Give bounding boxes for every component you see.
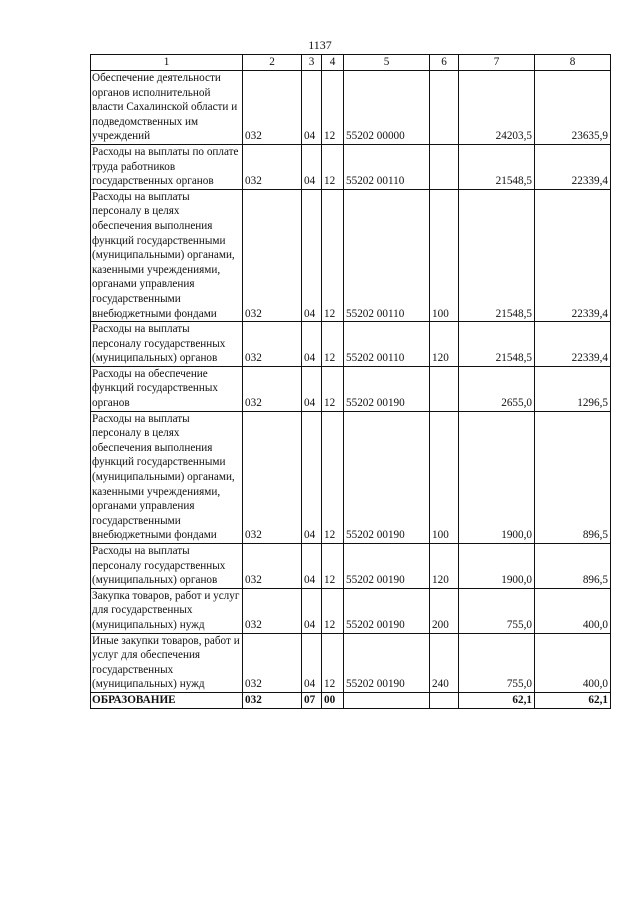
cell-amount-2019: 22339,4 <box>535 144 611 189</box>
cell-subsection: 12 <box>322 411 344 543</box>
cell-expense-type: 200 <box>430 588 459 633</box>
cell-expense-type <box>430 692 459 708</box>
table-row <box>91 633 611 692</box>
cell-target-article: 55202 00000 <box>344 71 430 145</box>
cell-amount-2018: 62,1 <box>459 692 535 708</box>
cell-amount-2019: 22339,4 <box>535 322 611 367</box>
cell-section: 04 <box>302 189 322 321</box>
cell-amount-2019: 400,0 <box>535 633 611 692</box>
table-row <box>91 144 611 189</box>
cell-chapter-code: 032 <box>243 544 302 589</box>
cell-amount-2019: 896,5 <box>535 544 611 589</box>
cell-expense-type: 120 <box>430 322 459 367</box>
table-row <box>91 366 611 411</box>
cell-name <box>91 322 243 367</box>
budget-table <box>90 54 611 709</box>
cell-amount-2018: 755,0 <box>459 633 535 692</box>
cell-amount-2018: 2655,0 <box>459 366 535 411</box>
cell-expense-type <box>430 366 459 411</box>
column-header: 3 <box>302 55 322 71</box>
row-name-text: Расходы на выплаты персоналу в целях обеспечения выполнения функций государственными (муниципальными) органами, казенными учреждениями, органами управления государственными внебюджетными фондами <box>92 412 235 542</box>
row-name-text: Обеспечение деятельности органов исполнительной власти Сахалинской области и подведомственных им учреждений <box>92 72 238 143</box>
page-number: 1137 <box>308 38 332 52</box>
table-row <box>91 692 611 708</box>
table-row <box>91 189 611 321</box>
cell-subsection: 12 <box>322 189 344 321</box>
cell-chapter-code: 032 <box>243 144 302 189</box>
cell-section: 04 <box>302 544 322 589</box>
row-name-text: Иные закупки товаров, работ и услуг для обеспечения государственных (муниципальных) нужд <box>92 634 240 691</box>
cell-section: 04 <box>302 411 322 543</box>
cell-target-article: 55202 00110 <box>344 322 430 367</box>
cell-chapter-code: 032 <box>243 633 302 692</box>
cell-target-article: 55202 00110 <box>344 189 430 321</box>
cell-name <box>91 71 243 145</box>
cell-target-article: 55202 00190 <box>344 544 430 589</box>
cell-chapter-code: 032 <box>243 692 302 708</box>
table-row <box>91 588 611 633</box>
cell-amount-2019: 400,0 <box>535 588 611 633</box>
cell-name <box>91 189 243 321</box>
cell-amount-2018: 21548,5 <box>459 144 535 189</box>
column-header: 7 <box>459 55 535 71</box>
cell-section: 04 <box>302 633 322 692</box>
cell-amount-2019: 1296,5 <box>535 366 611 411</box>
cell-target-article: 55202 00190 <box>344 411 430 543</box>
cell-section: 04 <box>302 144 322 189</box>
cell-subsection: 12 <box>322 588 344 633</box>
cell-name <box>91 366 243 411</box>
column-header: 2 <box>243 55 302 71</box>
table-row <box>91 411 611 543</box>
cell-name <box>91 544 243 589</box>
row-name-text: ОБРАЗОВАНИЕ <box>92 693 176 706</box>
cell-amount-2019: 896,5 <box>535 411 611 543</box>
cell-expense-type <box>430 144 459 189</box>
cell-name <box>91 144 243 189</box>
row-name-text: Расходы на выплаты персоналу государственных (муниципальных) органов <box>92 323 226 365</box>
cell-expense-type: 100 <box>430 411 459 543</box>
cell-section: 04 <box>302 322 322 367</box>
cell-name <box>91 633 243 692</box>
table-row <box>91 322 611 367</box>
cell-target-article: 55202 00190 <box>344 588 430 633</box>
cell-amount-2018: 1900,0 <box>459 411 535 543</box>
cell-subsection: 12 <box>322 366 344 411</box>
header-row <box>91 55 611 71</box>
column-header: 4 <box>322 55 344 71</box>
table-row <box>91 544 611 589</box>
cell-expense-type <box>430 71 459 145</box>
column-header: 1 <box>91 55 243 71</box>
cell-subsection: 12 <box>322 633 344 692</box>
row-name-text: Закупка товаров, работ и услуг для государственных (муниципальных) нужд <box>92 589 240 631</box>
cell-section: 07 <box>302 692 322 708</box>
cell-target-article: 55202 00190 <box>344 633 430 692</box>
cell-chapter-code: 032 <box>243 588 302 633</box>
cell-subsection: 12 <box>322 322 344 367</box>
cell-expense-type: 100 <box>430 189 459 321</box>
cell-name <box>91 588 243 633</box>
cell-section: 04 <box>302 71 322 145</box>
row-name-text: Расходы на выплаты персоналу государственных (муниципальных) органов <box>92 545 226 587</box>
cell-subsection: 00 <box>322 692 344 708</box>
row-name-text: Расходы на выплаты по оплате труда работников государственных органов <box>92 145 239 188</box>
row-name-text: Расходы на выплаты персоналу в целях обеспечения выполнения функций государственными (муниципальными) органами, казенными учреждениями, органами управления государственными внебюджетными фондами <box>92 190 235 320</box>
cell-amount-2018: 21548,5 <box>459 322 535 367</box>
cell-amount-2019: 23635,9 <box>535 71 611 145</box>
cell-amount-2018: 1900,0 <box>459 544 535 589</box>
cell-expense-type: 240 <box>430 633 459 692</box>
cell-subsection: 12 <box>322 144 344 189</box>
table-row <box>91 71 611 145</box>
cell-name <box>91 411 243 543</box>
cell-section: 04 <box>302 588 322 633</box>
cell-amount-2019: 62,1 <box>535 692 611 708</box>
cell-amount-2018: 24203,5 <box>459 71 535 145</box>
cell-target-article: 55202 00110 <box>344 144 430 189</box>
column-header: 5 <box>344 55 430 71</box>
cell-expense-type: 120 <box>430 544 459 589</box>
cell-chapter-code: 032 <box>243 411 302 543</box>
cell-target-article <box>344 692 430 708</box>
cell-amount-2018: 21548,5 <box>459 189 535 321</box>
cell-chapter-code: 032 <box>243 71 302 145</box>
cell-chapter-code: 032 <box>243 366 302 411</box>
column-header: 8 <box>535 55 611 71</box>
cell-target-article: 55202 00190 <box>344 366 430 411</box>
cell-subsection: 12 <box>322 71 344 145</box>
cell-name <box>91 692 243 708</box>
row-name-text: Расходы на обеспечение функций государственных органов <box>92 367 219 410</box>
cell-subsection: 12 <box>322 544 344 589</box>
cell-amount-2019: 22339,4 <box>535 189 611 321</box>
cell-section: 04 <box>302 366 322 411</box>
cell-chapter-code: 032 <box>243 322 302 367</box>
column-header: 6 <box>430 55 459 71</box>
cell-amount-2018: 755,0 <box>459 588 535 633</box>
cell-chapter-code: 032 <box>243 189 302 321</box>
